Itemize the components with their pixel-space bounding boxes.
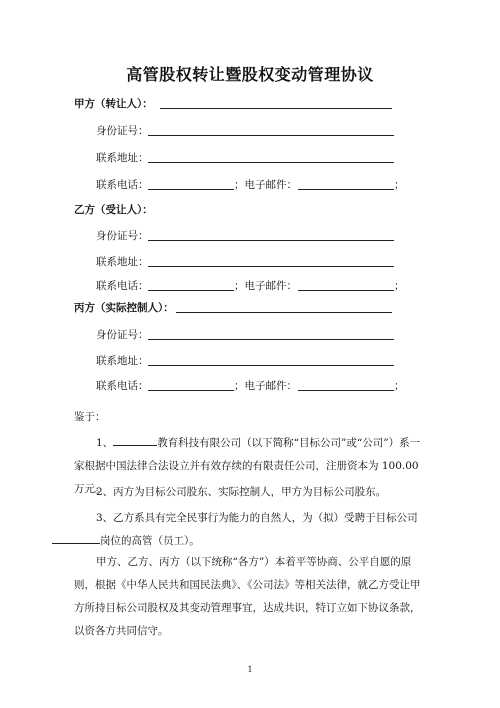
party-a-id-label: 身份证号：	[96, 125, 149, 137]
party-c-id-label: 身份证号：	[96, 329, 149, 341]
clause-3-text: 3、乙方系具有完全民事行为能力的自然人，为（拟）受聘于目标公司	[96, 512, 418, 524]
party-b-email-label: ；电子邮件：	[234, 280, 297, 292]
clause-1-text: 教育科技有限公司（以下简称“目标公司”或“公司”）系一家根据中国法律合法设立并有效存续的有限责任公司，注册资本为 100.00 万元。	[74, 437, 421, 495]
party-a-phone-blank[interactable]	[148, 189, 234, 190]
party-c-address-label: 联系地址：	[96, 355, 149, 367]
document-title: 高管股权转让暨股权变动管理协议	[126, 65, 374, 84]
party-b-label: 乙方（受让人）：	[74, 204, 153, 216]
party-b-email-blank[interactable]	[298, 290, 394, 291]
clause-2: 2、丙方为目标公司股东、实际控制人，甲方为目标公司股东。	[96, 486, 387, 498]
party-c-id-blank[interactable]	[148, 339, 394, 340]
party-b-id-blank[interactable]	[148, 240, 394, 241]
closing-paragraph: 甲方、乙方、丙方（以下统称“各方”）本着平等协商、公平自愿的原则，根据《中华人民共和国民法典》、《公司法》等相关法律，就乙方受让甲方所持目标公司股权及其变动管理事宜，达成共识，特订立如下协议条款，以资各方共同信守。	[74, 556, 421, 637]
company-name-blank[interactable]	[113, 435, 157, 446]
party-b-phone-blank[interactable]	[148, 290, 234, 291]
party-a-id-blank[interactable]	[148, 135, 394, 136]
party-b-id-label: 身份证号：	[96, 230, 149, 242]
party-a-address-blank[interactable]	[148, 162, 394, 163]
party-b-address-blank[interactable]	[148, 266, 394, 267]
whereas-heading: 鉴于：	[74, 411, 106, 423]
party-c-email-label: ；电子邮件：	[234, 380, 297, 392]
party-a-end: ；	[394, 179, 405, 191]
party-a-phone-label: 联系电话：	[96, 179, 149, 191]
position-blank[interactable]	[52, 533, 100, 544]
party-b-phone-label: 联系电话：	[96, 280, 149, 292]
party-a-label: 甲方（转让人）：	[74, 98, 153, 110]
party-c-label: 丙方（实际控制人）：	[74, 302, 174, 314]
party-b-end: ；	[394, 280, 405, 292]
party-c-email-blank[interactable]	[298, 390, 394, 391]
party-c-phone-blank[interactable]	[148, 390, 234, 391]
party-c-phone-label: 联系电话：	[96, 380, 149, 392]
party-a-name-blank[interactable]	[160, 108, 392, 109]
clause-3-tail: 岗位的高管（员工）。	[100, 535, 200, 547]
clause-3	[74, 507, 430, 553]
party-a-address-label: 联系地址：	[96, 152, 149, 164]
clause-1-prefix: 1、	[96, 437, 114, 449]
party-c-end: ；	[394, 380, 405, 392]
party-a-email-blank[interactable]	[298, 189, 394, 190]
party-b-address-label: 联系地址：	[96, 256, 149, 268]
page-number: 1	[247, 665, 253, 674]
party-c-name-blank[interactable]	[176, 312, 392, 313]
party-a-email-label: ；电子邮件：	[234, 179, 297, 191]
party-c-address-blank[interactable]	[148, 365, 394, 366]
